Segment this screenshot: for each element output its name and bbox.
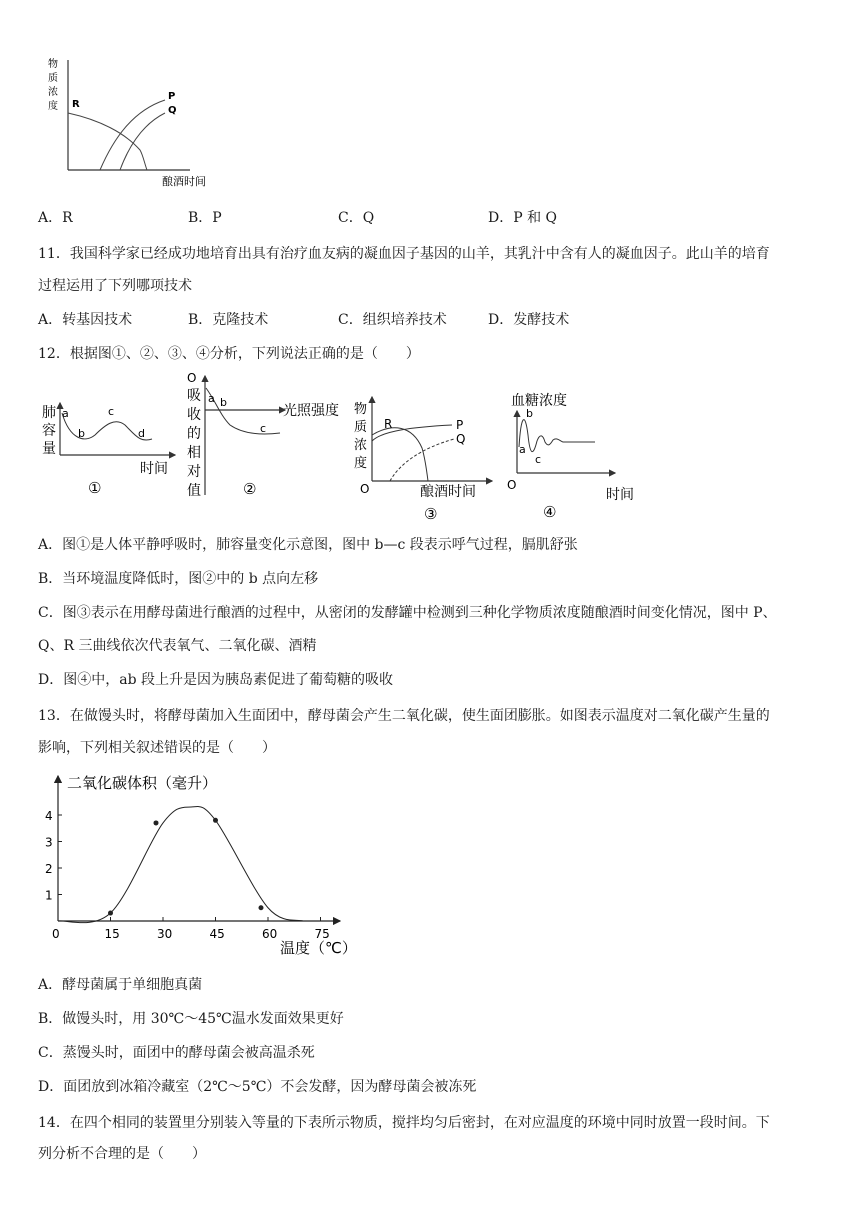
q12-option-d: D．图④中，ab 段上升是因为胰岛素促进了葡萄糖的吸收 [38, 672, 393, 688]
q12-figure-4 [505, 385, 645, 520]
q12-fig3-curve-q [390, 439, 454, 481]
q14-stem-line2: 列分析不合理的是（ ） [38, 1146, 206, 1162]
q12-fig1-point-d: d [138, 427, 145, 440]
q12-option-a: A．图①是人体平静呼吸时，肺容量变化示意图，图中 b—c 段表示呼气过程，膈肌舒张 [38, 537, 578, 553]
q12-fig2-point-c: c [260, 422, 267, 435]
q12-fig1-ylabel-3: 量 [42, 441, 56, 457]
q12-fig3-label-r: R [384, 417, 393, 431]
q12-fig3-origin: O [360, 482, 370, 496]
chart-x-tick-label: 45 [209, 927, 225, 941]
q12-option-c-line1: C．图③表示在用酵母菌进行酿酒的过程中，从密闭的发酵罐中检测到三种化学物质浓度随酿酒时间变化情况，图中 P、 [38, 605, 777, 621]
q11-option-b: B．克隆技术 [188, 312, 269, 328]
q12-fig2-ylabel-1: 吸 [187, 388, 201, 404]
q10-curve-q [120, 113, 165, 170]
q12-fig3-ylabel-3: 浓 [354, 438, 368, 453]
q10-option-a: A．R [38, 210, 73, 226]
chart-y-tick-label: 2 [45, 862, 53, 876]
q11-option-d: D．发酵技术 [488, 312, 570, 328]
q11-stem-line1: 11．我国科学家已经成功地培育出具有治疗血友病的凝血因子基因的山羊，其乳汁中含有人的凝血因子。此山羊的培育 [38, 246, 770, 262]
q10-curve-r [68, 113, 147, 170]
q10-curve-p [100, 100, 165, 170]
q10-ylabel-1: 物 [48, 59, 58, 70]
q12-fig3-caption: ③ [424, 505, 438, 523]
q12-fig2-origin: O [187, 371, 197, 385]
q12-fig3-ylabel-1: 物 [354, 402, 368, 417]
q10-label-p: P [168, 91, 176, 102]
chart-xlabel: 温度（℃） [280, 939, 357, 957]
q12-fig4-xlabel: 时间 [606, 487, 634, 503]
q12-fig1-point-a: a [62, 407, 69, 420]
q12-option-c-line2: Q、R 三曲线依次代表氧气、二氧化碳、酒精 [38, 638, 317, 654]
chart-x-tick-label: 75 [314, 927, 330, 941]
chart-data-point [108, 911, 113, 916]
q10-ylabel-2: 质 [48, 73, 58, 84]
q12-figure-1 [40, 395, 180, 505]
q12-figure-3 [352, 393, 502, 528]
q10-option-d: D．P 和 Q [488, 210, 558, 226]
co2-temperature-chart [40, 768, 370, 963]
q11-option-c: C．组织培养技术 [338, 312, 447, 328]
q12-fig4-point-b: b [526, 407, 533, 420]
q13-option-b: B．做馒头时，用 30℃～45℃温水发面效果更好 [38, 1011, 344, 1027]
q10-label-r: R [72, 99, 80, 110]
q12-fig2-ylabel-6: 值 [187, 483, 201, 499]
q10-xlabel: 酿酒时间 [162, 175, 206, 188]
q13-option-a: A．酵母菌属于单细胞真菌 [38, 977, 203, 993]
q12-fig4-point-a: a [519, 443, 526, 456]
q12-fig1-ylabel-2: 容 [42, 423, 56, 439]
chart-origin-label: 0 [52, 927, 60, 941]
q13-stem-line1: 13．在做馒头时，将酵母菌加入生面团中，酵母菌会产生二氧化碳，使生面团膨胀。如图表示温度对二氧化碳产生量的 [38, 708, 770, 724]
q12-fig1-point-c: c [108, 405, 115, 418]
q10-ylabel-4: 度 [48, 101, 58, 112]
q12-fig2-ylabel-2: 收 [187, 407, 201, 423]
chart-y-tick-label: 1 [45, 888, 53, 903]
q12-fig2-ylabel-5: 对 [187, 464, 201, 480]
q12-fig3-label-p: P [456, 418, 464, 432]
q12-fig1-ylabel-1: 肺 [42, 405, 56, 421]
chart-x-tick-label: 60 [262, 927, 278, 941]
q12-fig2-ylabel-3: 的 [187, 426, 201, 442]
chart-data-point [213, 818, 218, 823]
chart-title: 二氧化碳体积（毫升） [67, 774, 218, 792]
q14-stem-line1: 14．在四个相同的装置里分别装入等量的下表所示物质，搅拌均匀后密封，在对应温度的环境中同时放置一段时间。下 [38, 1115, 770, 1131]
chart-data-point [154, 820, 159, 825]
q11-stem-line2: 过程运用了下列哪项技术 [38, 278, 192, 294]
q12-fig2-xlabel: 光照强度 [283, 403, 339, 419]
q13-option-d: D．面团放到冰箱冷藏室（2℃～5℃）不会发酵，因为酵母菌会被冻死 [38, 1079, 477, 1095]
q10-figure [40, 55, 220, 195]
q12-fig2-caption: ② [243, 480, 257, 498]
q13-option-c: C．蒸馒头时，面团中的酵母菌会被高温杀死 [38, 1045, 315, 1061]
q12-fig3-xlabel: 酿酒时间 [420, 484, 476, 500]
q10-option-b: B．P [188, 210, 222, 226]
q10-label-q: Q [168, 105, 177, 116]
q10-option-c: C．Q [338, 210, 375, 226]
q10-ylabel-3: 浓 [48, 87, 58, 98]
chart-x-tick-label: 30 [157, 927, 173, 941]
chart-y-tick-label: 3 [45, 835, 53, 850]
q12-fig3-ylabel-2: 质 [354, 420, 368, 435]
q12-fig4-ylabel: 血糖浓度 [511, 393, 567, 409]
q12-figure-2 [185, 370, 355, 505]
q12-fig1-xlabel: 时间 [140, 461, 168, 477]
q12-fig3-ylabel-4: 度 [354, 456, 368, 471]
chart-data-point [259, 905, 264, 910]
q12-fig2-curve [206, 388, 280, 434]
q12-fig4-origin: O [507, 478, 517, 492]
q12-option-b: B．当环境温度降低时，图②中的 b 点向左移 [38, 571, 319, 587]
q12-stem: 12．根据图①、②、③、④分析，下列说法正确的是（ ） [38, 346, 420, 362]
chart-y-tick-label: 4 [45, 809, 53, 823]
q13-stem-line2: 影响，下列相关叙述错误的是（ ） [38, 740, 276, 756]
chart-x-tick-label: 15 [104, 927, 120, 941]
q12-fig2-point-b: b [220, 396, 227, 409]
q12-fig4-curve [519, 420, 595, 452]
q12-fig4-point-c: c [535, 453, 542, 466]
q12-fig3-label-q: Q [456, 432, 466, 446]
q11-option-a: A．转基因技术 [38, 312, 133, 328]
q12-fig4-caption: ④ [543, 503, 557, 521]
q12-fig2-ylabel-4: 相 [187, 445, 201, 461]
q12-fig1-caption: ① [88, 479, 102, 497]
chart-curve [58, 807, 303, 923]
q12-fig2-point-a: a [208, 392, 215, 405]
q12-fig1-point-b: b [78, 427, 85, 440]
